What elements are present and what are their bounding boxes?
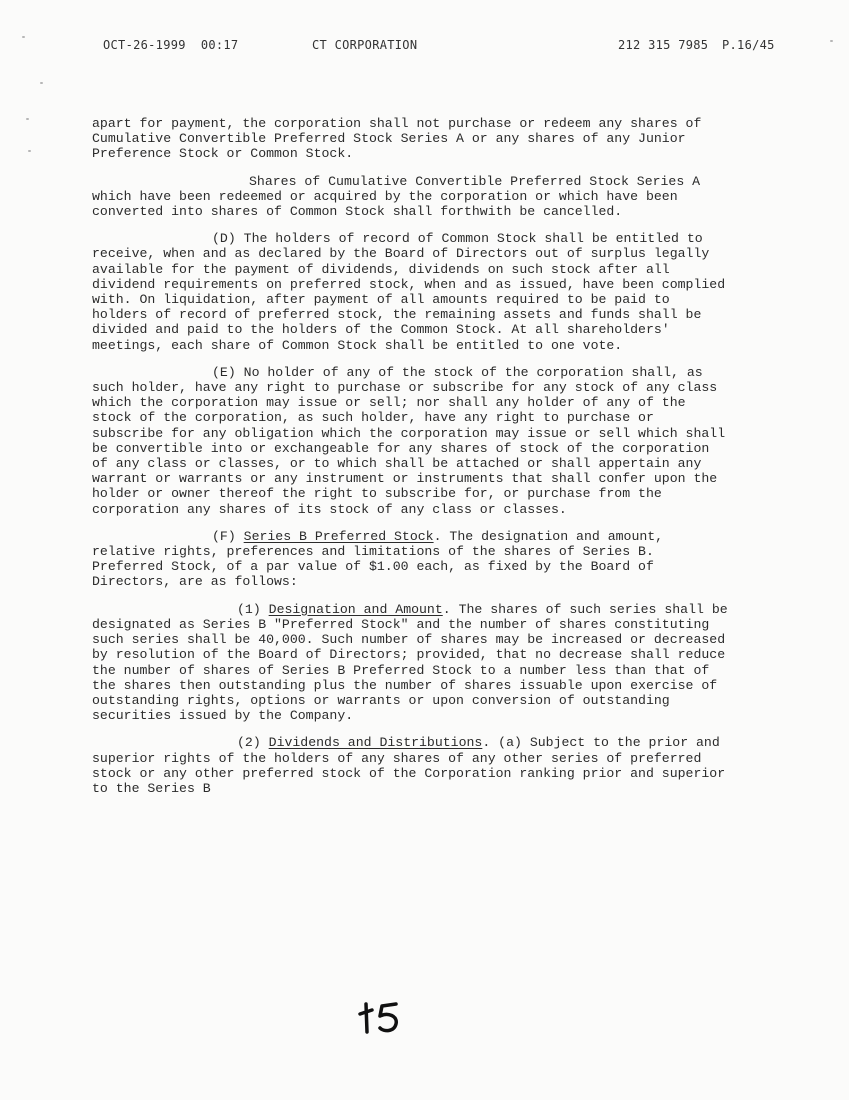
- section-f-heading: Series B Preferred Stock: [243, 528, 434, 544]
- section-2-text: . (a) Subject to the prior and superior rights of the holders of any shares of any other series of preferred stock or any other preferred stock of the Corporation ranking prior and superior to the Series B: [92, 735, 734, 796]
- fax-sender: CT CORPORATION: [312, 38, 418, 52]
- paragraph-1-designation: [92, 601, 736, 724]
- scan-speck: [26, 118, 29, 120]
- paragraph-d-common-stock: (D) The holders of record of Common Stock shall be entitled to receive, when and as declared by the Board of Directors out of surplus legally available for the payment of dividends, dividends on such stock after all dividend requirements on preferred stock, when and as issued, have been complied with. On liquidation, after payment of all amounts required to be paid to holders of record of preferred stock, the remaining assets and funds shall be divided and paid to the holders of the Common Stock. At all shareholders' meetings, each share of Common Stock shall be entitled to one vote.: [92, 231, 734, 353]
- scan-speck: [830, 40, 833, 42]
- section-1-heading: Designation and Amount: [268, 601, 443, 617]
- paragraph-e-preemptive-rights: (E) No holder of any of the stock of the corporation shall, as such holder, have any right to purchase or subscribe for any stock of any class which the corporation may issue or sell; nor shall any holder of any of the stock of the corporation, as such holder, have any right to purchase or subscribe for any obligation which the corporation may issue or sell which shall be convertible into or exchangeable for any shares of stock of the corporation of any class or classes, or to which shall be attached or shall appertain any warrant or warrants or any instrument or instruments that shall confer upon the holder or owner thereof the right to subscribe for, or purchase from the corporation any shares of its stock of any class or classes.: [92, 364, 734, 517]
- fax-datetime: OCT-26-1999 00:17: [103, 38, 239, 52]
- paragraph-f-series-b: [92, 529, 732, 590]
- fax-page: P.16/45: [722, 38, 775, 52]
- paragraph-shares-cancelled: Shares of Cumulative Convertible Preferred Stock Series A which have been redeemed or acquired by the corporation or which have been converted into shares of Common Stock shall forthwith be cancelled.: [92, 173, 709, 220]
- scan-speck: [28, 150, 31, 152]
- fax-header: [0, 38, 849, 54]
- handwritten-page-number: [352, 1000, 412, 1034]
- section-f-label: (F): [212, 528, 244, 544]
- scan-speck: [40, 82, 43, 84]
- document-body: [92, 116, 736, 808]
- section-2-heading: Dividends and Distributions: [268, 735, 483, 751]
- scan-speck: [22, 36, 25, 38]
- section-2-label: (2): [237, 735, 269, 751]
- fax-phone: 212 315 7985: [618, 38, 709, 52]
- paragraph-2-dividends: [92, 735, 732, 796]
- paragraph-apart-for-payment: apart for payment, the corporation shall not purchase or redeem any shares of Cumulative Convertible Preferred Stock Series A or any shares of any Junior Preference Stock or Common Stock.: [92, 116, 710, 162]
- section-f-text: . The designation and amount, relative rights, preferences and limitations of the shares of Series B. Preferred Stock, of a par value of $1.00 each, as fixed by the Board of Directors, are as follows:: [92, 528, 672, 590]
- section-1-text: . The shares of such series shall be designated as Series B "Preferred Stock" and the number of shares constituting such series shall be 40,000. Such number of shares may be increased or decreased by resolution of the Board of Directors; provided, that no decrease shall reduce the number of shares of Series B Preferred Stock to a number less than that of the shares then outstanding plus the number of shares issuable upon exercise of outstanding rights, options or warrants or upon conversion of outstanding securities issued by the Company.: [92, 601, 736, 724]
- section-1-label: (1): [237, 601, 269, 617]
